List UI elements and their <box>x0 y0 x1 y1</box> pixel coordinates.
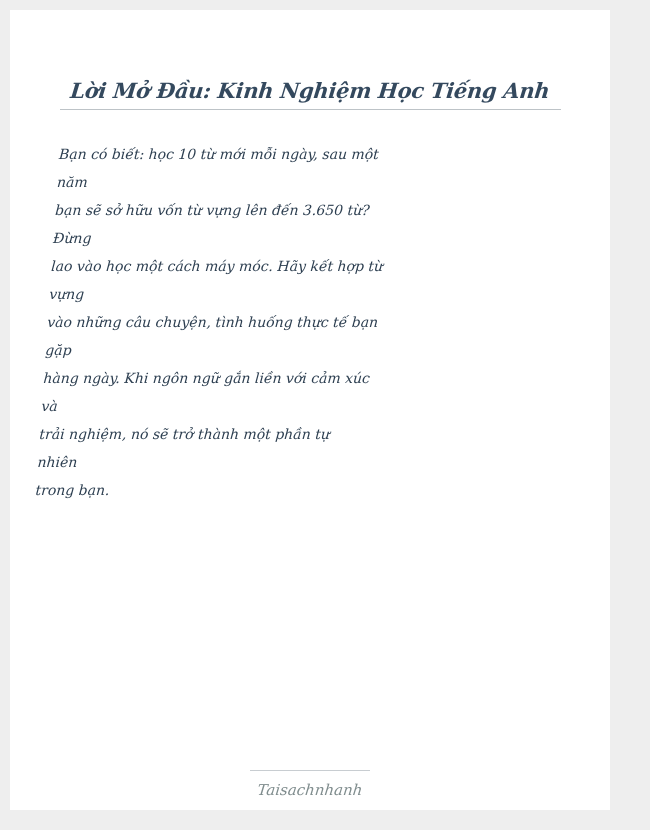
body-line: bạn sẽ sở hữu vốn từ vựng lên đến 3.650 từ? <box>54 203 371 219</box>
footer-divider <box>250 770 370 771</box>
title-divider <box>60 109 561 110</box>
body-line: năm <box>56 175 89 191</box>
page-title: Lời Mở Đầu: Kinh Nghiệm Học Tiếng Anh <box>69 78 551 103</box>
body-line: gặp <box>44 343 73 359</box>
body-line: vào những câu chuyện, tình huống thực tế bạn <box>46 315 379 331</box>
body-line: Bạn có biết: học 10 từ mới mỗi ngày, sau một <box>58 147 380 163</box>
body-line: lao vào học một cách máy móc. Hãy kết hợp từ <box>50 259 384 275</box>
footer-brand: Taisachnhanh <box>256 781 364 799</box>
body-line: và <box>40 399 59 415</box>
document-page <box>10 10 610 810</box>
body-line: nhiên <box>36 455 78 471</box>
body-line: trải nghiệm, nó sẽ trở thành một phần tự <box>38 427 331 443</box>
body-text <box>34 141 384 505</box>
body-line: Đừng <box>52 231 93 247</box>
body-line: hàng ngày. Khi ngôn ngữ gắn liền với cảm xúc <box>42 371 371 387</box>
body-line: vựng <box>48 287 85 303</box>
body-line: trong bạn. <box>34 483 111 499</box>
